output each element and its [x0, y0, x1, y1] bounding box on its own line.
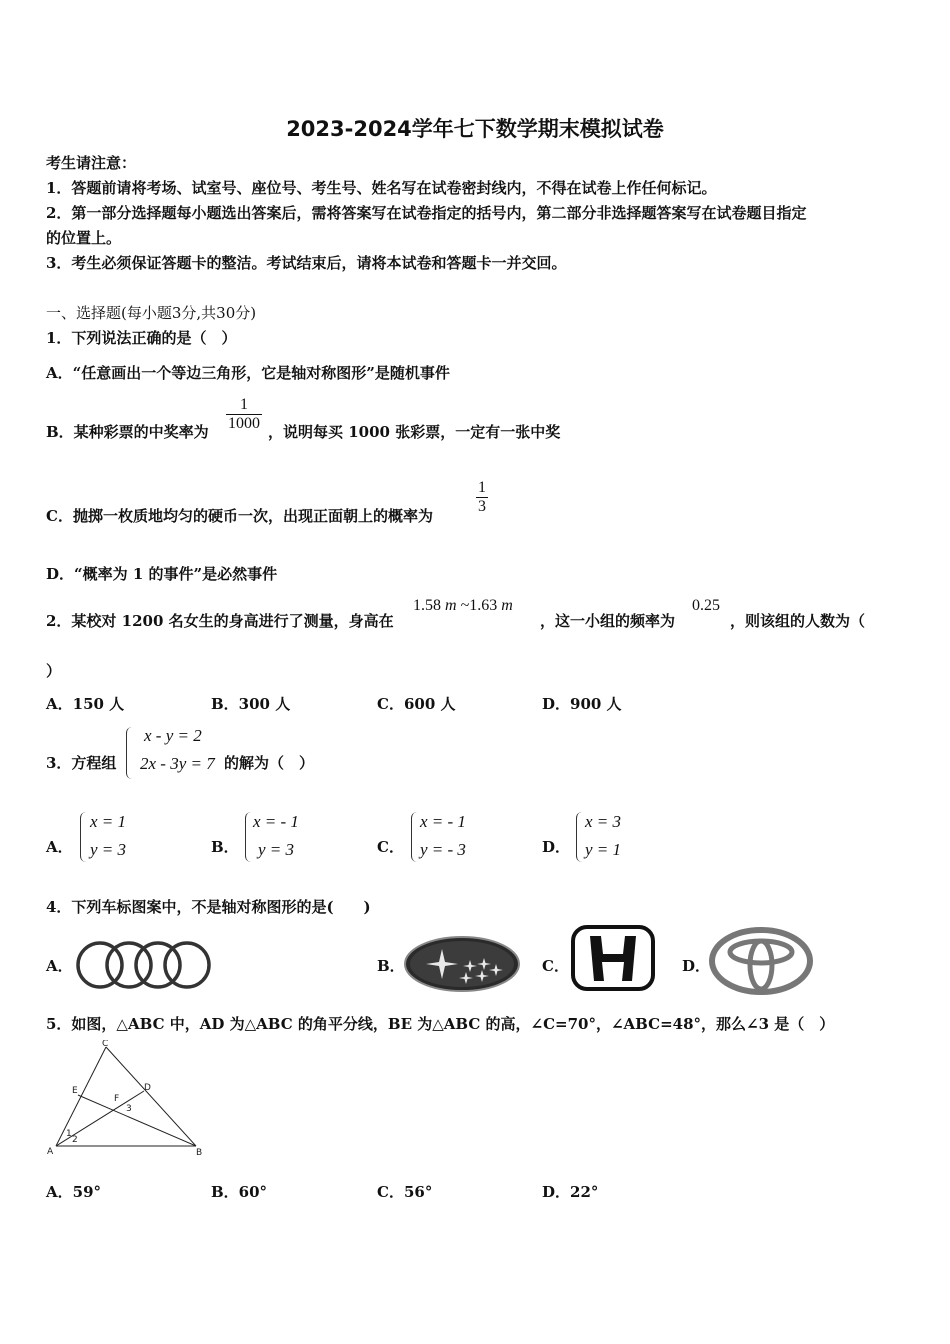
equation: x - y = 2 [144, 726, 202, 745]
tilde: ~ [460, 597, 470, 614]
q3-option-b-system [253, 808, 299, 864]
honda-h-logo [570, 924, 656, 992]
label-3: 3 [126, 1104, 132, 1114]
q3-system [140, 722, 215, 778]
q2-option: D．900 人 [542, 695, 622, 713]
q1-option-d: D．“概率为 1 的事件”是必然事件 [46, 565, 278, 583]
label-1: 1 [66, 1129, 72, 1139]
range-low: 1.58 [413, 597, 441, 614]
system-brace [126, 727, 133, 779]
label-a: A [47, 1147, 54, 1157]
fraction-denominator: 1000 [228, 415, 260, 432]
range-high: 1.63 [469, 597, 498, 614]
solution-line: x = - 1 [420, 812, 466, 831]
fraction-numerator: 1 [240, 396, 248, 413]
page-title: 2023-2024学年七下数学期末模拟试卷 [286, 117, 664, 141]
q5-stem: 5．如图，△ABC 中，AD 为△ABC 的角平分线，BE 为△ABC 的高，∠C=70°，∠ABC=48°，那么∠3 是（ ） [46, 1015, 835, 1033]
solution-line: x = 1 [90, 812, 127, 831]
q3-option-label: B． [211, 838, 239, 856]
equation: 2x - 3y = 7 [140, 754, 215, 773]
system-brace [245, 812, 252, 862]
unit: m [445, 597, 457, 614]
label-d: D [144, 1083, 151, 1093]
q2-stem-pre: 2．某校对 1200 名女生的身高进行了测量，身高在 [46, 612, 394, 630]
label-c: C [102, 1040, 109, 1049]
q2-stem-close: ） [46, 662, 62, 680]
notice-item: 3．考生必须保证答题卡的整洁。考试结束后，请将本试卷和答题卡一并交回。 [46, 254, 567, 272]
q1-b-fraction [226, 396, 262, 433]
toyota-ellipses-logo [708, 926, 814, 996]
label-f: F [114, 1094, 120, 1104]
q4-stem: 4．下列车标图案中，不是轴对称图形的是( ) [46, 898, 371, 916]
q3-option-d-system [585, 808, 621, 864]
q3-option-label: D． [542, 838, 571, 856]
q1-option-a: A．“任意画出一个等边三角形，它是轴对称图形”是随机事件 [46, 364, 450, 382]
q5-option: C．56° [377, 1183, 433, 1201]
q2-option: A．150 人 [46, 695, 125, 713]
notice-item: 2．第一部分选择题每小题选出答案后，需将答案写在试卷指定的括号内，第二部分非选择题答案写在试卷题目指定 [46, 204, 807, 222]
unit: m [501, 597, 513, 614]
q5-option: D．22° [542, 1183, 599, 1201]
notice-item: 的位置上。 [46, 229, 122, 247]
triangle-figure [44, 1040, 214, 1160]
solution-line: y = 3 [258, 840, 295, 859]
q1-option-c-pre: C．抛掷一枚质地均匀的硬币一次，出现正面朝上的概率为 [46, 507, 433, 525]
fraction-numerator: 1 [478, 479, 486, 496]
q3-option-label: A． [46, 838, 73, 856]
altitude-be [78, 1095, 196, 1146]
label-2: 2 [72, 1135, 78, 1145]
solution-line: y = 3 [90, 840, 127, 859]
q2-option: C．600 人 [377, 695, 456, 713]
section-heading: 一、选择题(每小题3分,共30分) [46, 304, 257, 322]
solution-line: y = - 3 [420, 840, 466, 859]
q1-option-b-post: ，说明每买 1000 张彩票，一定有一张中奖 [268, 423, 561, 441]
q3-stem-pre: 3．方程组 [46, 754, 117, 772]
notice-item: 1．答题前请将考场、试室号、座位号、考生号、姓名写在试卷密封线内，不得在试卷上作任何标记。 [46, 179, 717, 197]
system-brace [576, 812, 583, 862]
q1-c-fraction [476, 479, 488, 516]
solution-line: x = - 1 [253, 812, 299, 831]
fraction-denominator: 3 [478, 498, 486, 515]
notice-heading: 考生请注意： [46, 154, 137, 172]
q1-stem: 1．下列说法正确的是（ ） [46, 329, 237, 347]
q5-option: A．59° [46, 1183, 102, 1201]
q4-option-label: D． [682, 957, 711, 975]
side-cb [106, 1047, 196, 1146]
q2-option: B．300 人 [211, 695, 291, 713]
q2-height-range [413, 597, 513, 615]
q3-option-label: C． [377, 838, 404, 856]
q4-option-label: A． [46, 957, 73, 975]
q1-option-b-pre: B．某种彩票的中奖率为 [46, 423, 209, 441]
q2-stem-mid: ，这一小组的频率为 [540, 612, 676, 630]
label-b: B [196, 1148, 203, 1158]
q4-option-label: B． [377, 957, 405, 975]
solution-line: x = 3 [585, 812, 622, 831]
q2-stem-post: ，则该组的人数为（ [730, 612, 866, 630]
q3-stem-post: 的解为（ ） [224, 754, 315, 772]
subaru-stars-logo [402, 934, 522, 994]
audi-rings-logo [72, 938, 214, 992]
q4-option-label: C． [542, 957, 569, 975]
solution-line: y = 1 [585, 840, 622, 859]
q5-option: B．60° [211, 1183, 268, 1201]
q3-option-a-system [90, 808, 126, 864]
system-brace [80, 812, 87, 862]
system-brace [411, 812, 418, 862]
label-e: E [72, 1086, 78, 1096]
q3-option-c-system [420, 808, 466, 864]
q2-frequency: 0.25 [692, 597, 720, 614]
